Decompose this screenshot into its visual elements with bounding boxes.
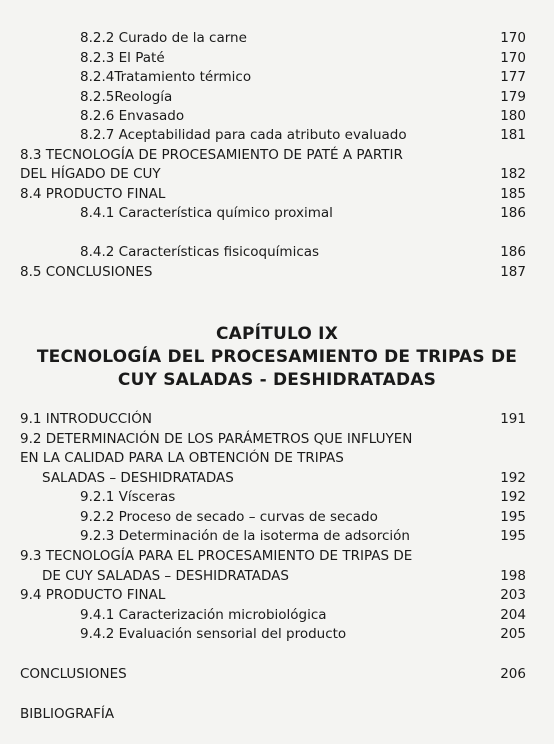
toc-entry-page: 179 (500, 89, 526, 105)
toc-entry-title: 8.2.3 El Paté (80, 50, 165, 66)
toc-entry-page: 195 (500, 528, 526, 544)
toc-entry (0, 87, 554, 107)
toc-entry-page: 191 (500, 411, 526, 427)
toc-entry-title: 9.2 DETERMINACIÓN DE LOS PARÁMETROS QUE INFLUYEN (20, 431, 413, 447)
toc-entry-page: 204 (500, 607, 526, 623)
toc-entry-page: 186 (500, 205, 526, 221)
toc-entry (0, 48, 554, 68)
toc-entry-page: 177 (500, 69, 526, 85)
toc-entry-title: DE CUY SALADAS – DESHIDRATADAS (42, 568, 289, 584)
toc-entry (0, 28, 554, 48)
toc-entry-title: DEL HÍGADO DE CUY (20, 166, 161, 182)
toc-entry (0, 164, 554, 184)
toc-entry-title: BIBLIOGRAFÍA (20, 706, 115, 722)
chapter-heading: CAPÍTULO IX (215, 324, 339, 344)
toc-entry-title: 9.2.3 Determinación de la isoterma de adsorción (80, 528, 410, 544)
toc-entry-page: 205 (500, 626, 526, 642)
toc-entry-title: 8.4.2 Características fisicoquímicas (80, 244, 320, 260)
toc-entry-title: 8.2.7 Aceptabilidad para cada atributo evaluado (80, 127, 407, 143)
toc-entry-page: 170 (500, 30, 526, 46)
toc-entry-title: 8.4 PRODUCTO FINAL (20, 186, 166, 202)
toc-entry (0, 429, 554, 449)
toc-entry (0, 262, 554, 282)
toc-entry-page: 186 (500, 244, 526, 260)
toc-entry-title: EN LA CALIDAD PARA LA OBTENCIÓN DE TRIPAS (20, 450, 344, 466)
toc-entry-title: 9.4.1 Caracterización microbiológica (80, 607, 327, 623)
toc-entry (0, 664, 554, 684)
toc-entry (0, 145, 554, 165)
toc-entry-title: 9.3 TECNOLOGÍA PARA EL PROCESAMIENTO DE TRIPAS DE (20, 548, 413, 564)
toc-entry-page: 170 (500, 50, 526, 66)
toc-entry-title: 9.2.1 Vísceras (80, 489, 176, 505)
toc-entry-title: 9.1 INTRODUCCIÓN (20, 411, 152, 427)
toc-entry (0, 546, 554, 566)
toc-entry-page: 182 (500, 166, 526, 182)
toc-entry-title: SALADAS – DESHIDRATADAS (42, 470, 234, 486)
toc-entry-page: 203 (500, 587, 526, 603)
toc-entry (0, 203, 554, 223)
toc-entry-title: 8.4.1 Característica químico proximal (80, 205, 333, 221)
toc-entry (0, 125, 554, 145)
toc-entry-title: 8.2.5Reología (80, 89, 173, 105)
toc-entry (0, 448, 554, 468)
toc-entry (0, 184, 554, 204)
toc-entry (0, 704, 554, 724)
toc-entry (0, 624, 554, 644)
toc-entry-title: 9.4 PRODUCTO FINAL (20, 587, 166, 603)
chapter-title-line: TECNOLOGÍA DEL PROCESAMIENTO DE TRIPAS DE (36, 347, 518, 367)
toc-entry-page: 187 (500, 264, 526, 280)
toc-entry (0, 605, 554, 625)
chapter-title-line: CUY SALADAS - DESHIDRATADAS (117, 370, 437, 390)
toc-entry-page: 180 (500, 108, 526, 124)
toc-entry-title: 8.2.2 Curado de la carne (80, 30, 247, 46)
toc-entry-page: 192 (500, 470, 526, 486)
toc-entry-title: 9.4.2 Evaluación sensorial del producto (80, 626, 347, 642)
toc-entry-title: 8.2.6 Envasado (80, 108, 185, 124)
toc-entry (0, 67, 554, 87)
toc-entry-page: 198 (500, 568, 526, 584)
toc-entry (0, 487, 554, 507)
toc-entry (0, 242, 554, 262)
toc-entry (0, 566, 554, 586)
toc-entry-page: 181 (500, 127, 526, 143)
toc-entry-page: 192 (500, 489, 526, 505)
toc-entry (0, 585, 554, 605)
toc-entry (0, 468, 554, 488)
toc-entry-title: 8.3 TECNOLOGÍA DE PROCESAMIENTO DE PATÉ A PARTIR (20, 147, 403, 163)
toc-entry-page: 206 (500, 666, 526, 682)
toc-entry-title: 9.2.2 Proceso de secado – curvas de secado (80, 509, 378, 525)
toc-entry-title: CONCLUSIONES (20, 666, 127, 682)
toc-entry (0, 526, 554, 546)
toc-entry (0, 106, 554, 126)
toc-entry-title: 8.2.4Tratamiento térmico (80, 69, 252, 85)
toc-entry (0, 409, 554, 429)
toc-entry-title: 8.5 CONCLUSIONES (20, 264, 153, 280)
toc-entry-page: 195 (500, 509, 526, 525)
toc-entry-page: 185 (500, 186, 526, 202)
toc-entry (0, 507, 554, 527)
